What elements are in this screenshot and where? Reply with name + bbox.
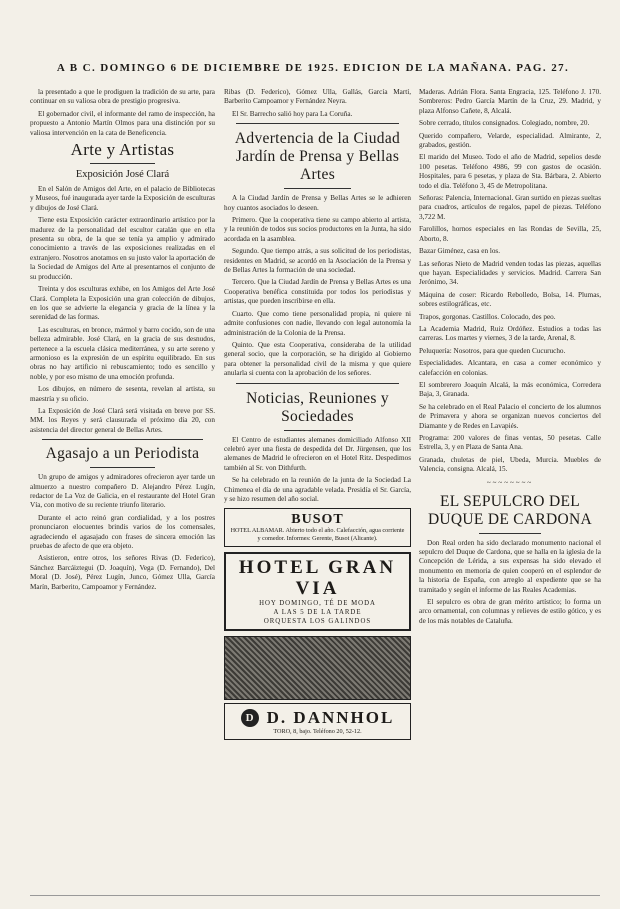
divider: [236, 383, 399, 384]
article-paragraph: Se ha celebrado en la reunión de la junta de la Sociedad La Chimenea el día de una agradable velada. Presidía el Sr. García, y se hizo resumen del año social.: [224, 476, 411, 503]
classified-entry: La Academia Madrid, Ruiz Ordóñez. Estudios a todas las carreras. Los martes y viernes, 3 de la tarde, Arenal, 8.: [419, 324, 601, 343]
divider: [236, 123, 399, 124]
article-paragraph: Un grupo de amigos y admiradores ofrecieron ayer tarde un almuerzo a nuestro compañero D. Alejandro Pérez Lugín, redactor de La Voz de Galicia, en el restaurante del Hotel Gran Vía, con motivo de su reciente triunfo literario.: [30, 473, 215, 510]
article-paragraph: En el Salón de Amigos del Arte, en el palacio de Bibliotecas y Museos, fué inaugurada ayer tarde la Exposición de esculturas y dibujos de José Clará.: [30, 185, 215, 212]
ad-busot: [224, 508, 411, 546]
article-paragraph: Tiene esta Exposición carácter extraordinario artístico por la madurez de la personalidad del escultor catalán que en ella presenta su obra, de la que se tenía ya amplio y admirado conocimiento a través de las exposiciones realizadas en el extranjero. Nosotros anotamos en su justo valor la aportación de la Sociedad de Amigos del Arte al presentarnos el conjunto de su producción.: [30, 216, 215, 281]
section-title-agasajo: Agasajo a un Periodista: [45, 445, 200, 463]
classified-entry: Bazar Giménez, casa en los.: [419, 247, 501, 256]
ornament-divider: ~~~~~~~~: [486, 478, 534, 487]
classified-entry: Sobre cerrado, títulos consignados. Colegiado, nombre, 20.: [419, 119, 590, 128]
dannhol-logo-icon: D: [241, 709, 259, 727]
ad-hotel-gran-via: [224, 552, 411, 631]
divider: [90, 467, 155, 468]
article-paragraph: Asistieron, entre otros, los señores Rivas (D. Federico), Sánchez Barcáiztegui (D. Joaquín), Vega (D. Fernando), Del Moral (D. José), Pérez Lugín, Junco, Gómez Ulla, García Marín, Barberito, Campoamor y Fernández.: [30, 554, 215, 591]
classified-entry: Granada, chuletas de piel, Ubeda, Murcia. Muebles de Valencia, consigna. Alcalá, 15.: [419, 455, 601, 474]
classified-entry: El sombrerero Joaquín Alcalá, la más económica, Corredera Baja, 3, Granada.: [419, 380, 601, 399]
article-paragraph: Quinto. Que esta Cooperativa, consideraba de la utilidad general socio, que la corporación, se ha dirigido al Gobierno para obtener la personalidad civil de la misma y que quiere anularla si cuenta con la aprobación de los señores.: [224, 340, 411, 378]
article-paragraph: Las esculturas, en bronce, mármol y barro cocido, son de una belleza admirable. José Clará, en la gracia de sus desnudos, pertenece a la escuela clásica mediterránea, y su arte sereno y armonioso es la expresión de un espíritu equilibrado. En sus obras no hay artificio ni rebuscamiento; todo es sencillo y noble, y por eso mismo de una emoción profunda.: [30, 325, 215, 381]
article-paragraph: Los dibujos, en número de sesenta, revelan al artista, su maestría y su oficio.: [30, 385, 215, 403]
intro-paragraph: la presentado a que le prodiguen la tradición de su arte, para continuar en su valiosa obra de prestigio progresiva.: [30, 88, 215, 106]
ad-dannhol-name: D. DANNHOL: [266, 707, 395, 727]
intro-paragraph-2: El gobernador civil, el informante del ramo de inspección, ha propuesto a Antonio Martín Olmos para una distinción por su valiosa intervención en la cata de Beneficencia.: [30, 109, 215, 137]
classified-entry: Especialidades. Alcantara, en casa a comer económico y calefacción en colonias.: [419, 359, 601, 377]
divider: [42, 439, 203, 440]
article-paragraph: Tercero. Que la Ciudad Jardín de Prensa y Bellas Artes es una Cooperativa benéfica constituida por todos los periodistas y artistas, que pueden inscribirse en ella.: [224, 278, 411, 306]
subtitle-exposicion: Exposición José Clará: [75, 169, 170, 181]
column-right: [419, 88, 601, 888]
classified-entry: Peluquería: Nosotros, para que queden Cucurucho.: [419, 346, 566, 355]
divider: [284, 430, 351, 431]
article-paragraph: El sepulcro es obra de gran mérito artístico; lo forma un arco ornamental, con columnas y relieves de estilo gótico, y es de los más notables de Cataluña.: [419, 598, 601, 625]
section-title-arte: Arte y Artistas: [70, 140, 175, 160]
lead-paragraph-2: El Sr. Barrecho salió hoy para La Coruña.: [232, 109, 353, 118]
bottom-rule: [30, 895, 600, 896]
lead-paragraph: Ribas (D. Federico), Gómez Ulla, Gallás, García Martí, Barberito Campoamor y Fernández Neyra.: [224, 88, 411, 106]
section-title-advertencia: Advertencia de la Ciudad Jardín de Prensa y Bellas Artes: [234, 130, 401, 184]
classified-entry: Trapos, gorgonas. Castillos. Colocado, des peo.: [419, 312, 556, 321]
ad-hotel-line: ORQUESTA LOS GALINDOS: [263, 617, 372, 625]
article-paragraph: La Exposición de José Clará será visitada en breve por SS. MM. los Reyes y será clausurada el próximo día 20, con asistencia del director general de Bellas Artes.: [30, 406, 215, 434]
classified-entry: Se ha celebrado en el Real Palacio el concierto de los alumnos de Primavera y ahora se organizan nuevos conciertos del Diamante y de Redes en Lavapiés.: [419, 402, 601, 430]
article-paragraph: Cuarto. Que como tiene personalidad propia, ni quiere ni admite confusiones con nadie, llevando con legal autonomía la administración de la Colonia de la Prensa.: [224, 309, 411, 337]
section-title-sepulcro: EL SEPULCRO DEL DUQUE DE CARDONA: [427, 492, 593, 528]
classified-entry: El marido del Museo. Todo el año de Madrid, sepelios desde 100 pesetas. Teléfono 4986, 99 con gastos de ocasión. Hospitales, para 6 pesetas, y plaza de Sta. Bárbara, 2. Abierto todo el día. Teléfono 3, 45 de Metropolitana.: [419, 153, 601, 190]
ad-dannhol: [224, 703, 411, 741]
divider: [90, 163, 155, 164]
article-paragraph: Don Real orden ha sido declarado monumento nacional el sepulcro del Duque de Cardona, que se halla en la iglesia de la Concepción de Lérida, a sus expensas ha sido elevado el monumento en memoria de quien cooperó en el esplendor de la historia de España, con arreglo al expediente que se ha tramitado y según el informe de las Reales Academias.: [419, 538, 601, 594]
classified-entry: Programa: 200 valores de finas ventas, 50 pesetas. Calle Estrella, 3, y en Plaza de Santa Ana.: [419, 434, 601, 452]
ad-hotel-line: HOY DOMINGO, TÉ DE MODA: [259, 599, 376, 607]
ad-busot-name: BUSOT: [291, 512, 344, 528]
column-left: [30, 88, 215, 888]
classified-entry: Maderas. Adrián Flora. Santa Engracia, 125. Teléfono J. 170. Sombreros: Pedro García Martín de la Cruz, 29. Madrid, y plaza Alfonso Cañete, 8, Alcalá.: [419, 88, 601, 115]
article-paragraph: Segundo. Que tiempo atrás, a sus solicitud de los periodistas, residentes en Madrid, se acordó en la Asociación de la Prensa y de Bellas Artes la formación de una sociedad.: [224, 247, 411, 275]
article-paragraph: El Centro de estudiantes alemanes domiciliado Alfonso XII celebró ayer una fiesta de despedida del Dr. Jürgensen, que los alemanes de Madrid le ofrecieron en el Hotel Ritz. Despedimos también al Sr. von Dithfurth.: [224, 435, 411, 472]
page-header: A B C. DOMINGO 6 DE DICIEMBRE DE 1925. EDICION DE LA MAÑANA. PAG. 27.: [56, 62, 570, 74]
article-paragraph: A la Ciudad Jardín de Prensa y Bellas Artes se le adhieren hoy cuantos asociados lo deseen.: [224, 194, 411, 212]
ad-hotel-line: A LAS 5 DE LA TARDE: [273, 608, 362, 616]
classified-entry: Las señoras Nieto de Madrid venden todas las piezas, aquellas que hayan. Especialidades y servicios. Madrid. Carrera San Jerónimo, 34.: [419, 259, 601, 287]
divider: [479, 533, 541, 534]
ad-dannhol-text: TORO, 8, bajo. Teléfono 20, 52-12.: [273, 727, 362, 735]
classified-entry: Querido compañero, Velarde, especialidad. Almirante, 2, grabados, gestión.: [419, 131, 601, 150]
article-paragraph: Durante el acto reinó gran cordialidad, y a los postres pronunciaron elocuentes brindis varios de los comensales, agradeciendo el agasajado con frases de sincera emoción las pruebas de afecto de que era objeto.: [30, 513, 215, 551]
column-middle: [224, 88, 411, 888]
classified-entry: Farolillos, hornos especiales en las Rondas de Sevilla, 25, Aborto, 8.: [419, 225, 601, 243]
classified-entry: Máquina de coser: Ricardo Rebolledo, Bolsa, 14. Plumas, sobres estilográficas, etc.: [419, 290, 601, 309]
classified-entry: Señoras: Palencia, Internacional. Gran surtido en piezas sueltas para cuadros, artículos de regalos, papel de piezas. Teléfono 3,722 M.: [419, 194, 601, 221]
article-paragraph: Primero. Que la cooperativa tiene su campo abierto al artista, y la reunión de todos sus socios productores en la Junta, ha sido acordada en la asamblea.: [224, 216, 411, 243]
ad-illustration: [224, 636, 411, 700]
article-paragraph: Treinta y dos esculturas exhibe, en los Amigos del Arte José Clará. Completa la Exposición una gran colección de dibujos, en los que se advierte la elegancia y gracia de la línea y la serenidad de las formas.: [30, 285, 215, 322]
ad-hotel-title: HOTEL GRAN VIA: [238, 556, 397, 599]
ad-busot-text: HOTEL ALBAMAR. Abierto todo el año. Calefacción, agua corriente y comedor. Informes: Gerente, Busot (Alicante).: [230, 527, 405, 542]
section-title-noticias: Noticias, Reuniones y Sociedades: [246, 389, 389, 425]
divider: [284, 188, 351, 189]
